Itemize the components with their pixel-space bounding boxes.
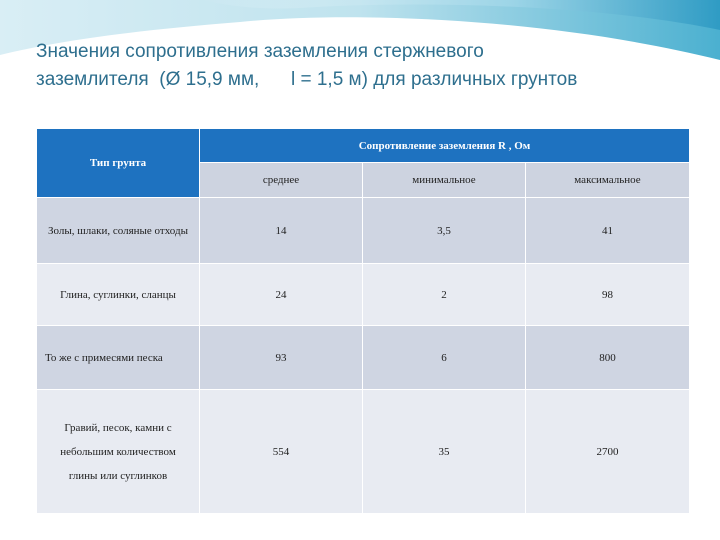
cell-soil: Золы, шлаки, соляные отходы <box>37 198 200 264</box>
cell-average: 24 <box>200 264 363 326</box>
cell-minimum: 3,5 <box>363 198 526 264</box>
table-row <box>37 264 690 326</box>
title-line-1: Значения сопротивления заземления стержневого <box>36 41 484 62</box>
table-row <box>37 390 690 514</box>
cell-minimum: 2 <box>363 264 526 326</box>
page-title <box>36 38 696 94</box>
cell-maximum: 800 <box>526 326 690 390</box>
cell-average: 93 <box>200 326 363 390</box>
header-average: среднее <box>200 163 363 198</box>
cell-average: 14 <box>200 198 363 264</box>
cell-minimum: 6 <box>363 326 526 390</box>
table-row <box>37 326 690 390</box>
resistance-table <box>36 128 690 514</box>
header-resistance-group: Сопротивление заземления R , Ом <box>200 129 690 163</box>
cell-maximum: 2700 <box>526 390 690 514</box>
cell-soil: То же с примесями песка <box>37 326 200 390</box>
cell-soil: Гравий, песок, камни с небольшим количеством глины или суглинков <box>37 390 200 514</box>
header-minimum: минимальное <box>363 163 526 198</box>
cell-average: 554 <box>200 390 363 514</box>
header-soil-type: Тип грунта <box>37 129 200 198</box>
table-row <box>37 198 690 264</box>
title-line-2: заземлителя (Ø 15,9 мм, l = 1,5 м) для различных грунтов <box>36 69 578 90</box>
cell-soil: Глина, суглинки, сланцы <box>37 264 200 326</box>
cell-maximum: 41 <box>526 198 690 264</box>
cell-maximum: 98 <box>526 264 690 326</box>
header-maximum: максимальное <box>526 163 690 198</box>
cell-minimum: 35 <box>363 390 526 514</box>
